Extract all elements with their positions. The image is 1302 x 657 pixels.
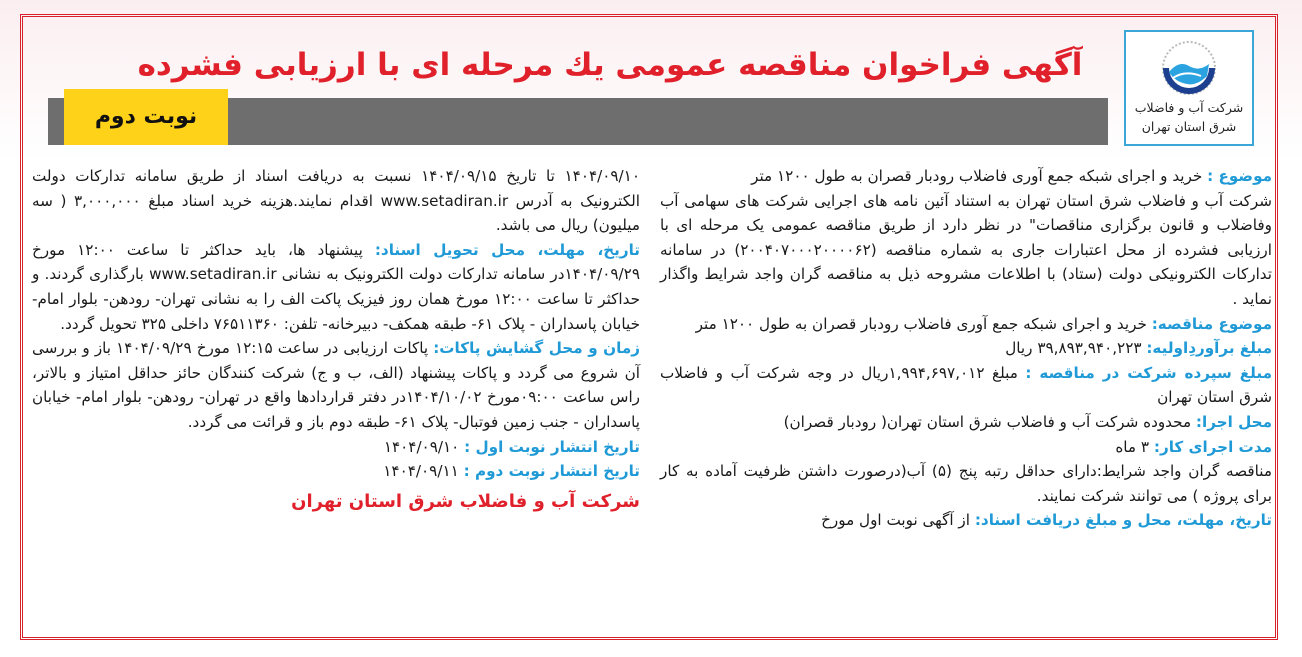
tender-subject-paragraph [660,312,1272,337]
location-paragraph [660,410,1272,435]
docs-continued-paragraph: ۱۴۰۴/۰۹/۱۰ تا تاریخ ۱۴۰۴/۰۹/۱۵ نسبت به دریافت اسناد از طریق سامانه تدارکات دولت الکترونیک به آدرس www.setadiran.ir اقدام نمایند.هزینه خرید اسناد مبلغ ۳,۰۰۰,۰۰۰ ( سه میلیون) ریال می باشد. [32,167,640,235]
second-pub-date: ۱۴۰۴/۰۹/۱۱ [383,462,464,481]
docs-label: تاریخ، مهلت، محل و مبلغ دریافت اسناد: [974,511,1272,530]
intro-paragraph: شرکت آب و فاضلاب شرق استان تهران به استناد آئین نامه های اجرایی شرکت های سهامی آب وفاضلاب و قانون برگزاری مناقصات" در نظر دارد از طریق مناقصه عمومی یک مرحله ای با ارزیابی فشرده از محل اعتبارات جاری به شماره مناقصه (۲۰۰۴۰۷۰۰۰۲۰۰۰۰۶۲) در سامانه تدارکات الکترونیکی دولت (ستاد) با اطلاعات مشروحه ذیل به مناقصه گران واجد شرایط واگذار نماید . [660,191,1272,308]
round-badge: نوبت دوم [64,89,228,145]
tender-subject-label: موضوع مناقصه: [1151,314,1272,333]
first-publication [32,435,640,460]
deposit-paragraph [660,361,1272,410]
opening-label: زمان و محل گشایش پاکات: [433,339,640,358]
deposit-label: مبلغ سپرده شرکت در مناقصه : [1025,363,1272,382]
company-signature: شرکت آب و فاضلاب شرق استان تهران [291,490,640,512]
tender-subject-text: خرید و اجرای شبکه جمع آوری فاضلاب رودبار قصران به طول ۱۲۰۰ متر [695,314,1152,333]
opening-text: پاکات ارزیابی در ساعت ۱۲:۱۵ مورخ ۱۴۰۴/۰۹/۲۹ باز و بررسی آن شروع می گردد و پاکات پیشنهاد (الف، ب و ج) شرکت کنندگان حائز حداقل امتیاز و بالاتر، راس ساعت ۰۹:۰۰مورخ ۱۴۰۴/۱۰/۰۲در دفتر قراردادها واقع در تهران- رودهن- بلوار امام- خیابان پاسداران - جنب زمین فوتبال- پلاک ۶۱- طبقه دوم باز و قرائت می گردد. [32,339,640,431]
location-text: محدوده شرکت آب و فاضلاب شرق استان تهران( رودبار قصران) [783,412,1196,431]
first-pub-label: تاریخ انتشار نوبت اول : [464,437,640,456]
estimate-label: مبلغ برآوردِاولیه: [1146,339,1272,358]
location-label: محل اجرا: [1195,412,1272,431]
opening-paragraph [32,336,640,434]
left-column [32,164,640,514]
subject-paragraph [660,164,1272,189]
logo-line2: شرق استان تهران [1141,119,1237,134]
docs-text: از آگهی نوبت اول مورخ [821,511,975,530]
subject-label: موضوع : [1207,167,1272,185]
delivery-label: تاریخ، مهلت، محل تحویل اسناد: [374,240,641,259]
delivery-text: پیشنهاد ها، باید حداکثر تا ساعت ۱۲:۰۰ مورخ ۱۴۰۴/۰۹/۲۹در سامانه تدارکات دولت الکترونیک به نشانی www.setadiran.ir بارگذاری گردند. و حداکثر تا ساعت ۱۲:۰۰ مورخ همان روز فیزیک پاکت الف را به نشانی تهران- رودهن- بلوار امام- خیابان پاسداران - پلاک ۶۱- طبقه همکف- دبیرخانه- تلفن: ۷۶۵۱۱۳۶۰ داخلی ۳۲۵ تحویل گردد. [32,240,640,333]
subject-text: خرید و اجرای شبکه جمع آوری فاضلاب رودبار قصران به طول ۱۲۰۰ متر [751,167,1208,185]
second-publication [32,459,640,484]
delivery-paragraph [32,238,640,336]
duration-text: ۳ ماه [1115,437,1154,456]
logo-line1: شرکت آب و فاضلاب [1134,100,1244,115]
deposit-text: مبلغ ۱,۹۹۴,۶۹۷,۰۱۲ریال در وجه شرکت آب و فاضلاب شرق استان تهران [660,363,1272,407]
second-pub-label: تاریخ انتشار نوبت دوم : [463,462,640,481]
duration-label: مدت اجرای کار: [1153,437,1272,456]
estimate-text: ۳۹,۸۹۳,۹۴۰,۲۲۳ ریال [1005,339,1147,358]
right-column [660,164,1272,533]
notice-title: آگهی فراخوان مناقصه عمومی یك مرحله ای با ارزیابی فشرده [137,47,1083,83]
company-logo [1124,30,1254,146]
estimate-paragraph [660,336,1272,361]
duration-paragraph [660,435,1272,460]
water-drop-logo-icon [1157,38,1221,98]
first-pub-date: ۱۴۰۴/۰۹/۱۰ [383,437,465,456]
docs-paragraph [660,508,1272,533]
eligibility-paragraph: مناقصه گران واجد شرایط:دارای حداقل رتبه پنج (۵) آب(درصورت داشتن ظرفیت آماده به کار برای پروژه ) می توانند شرکت نمایند. [660,462,1272,505]
